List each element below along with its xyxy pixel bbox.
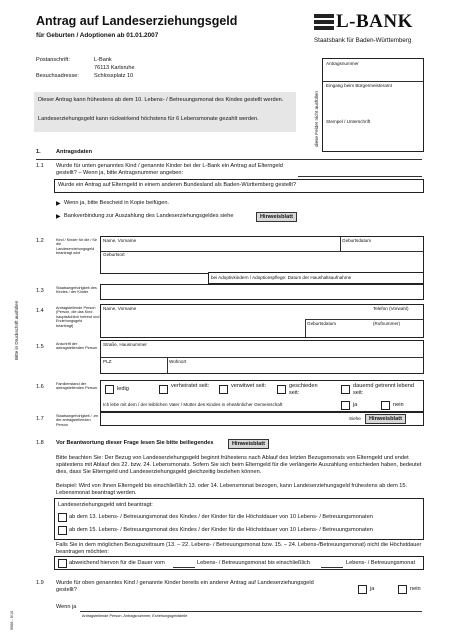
lebe-nein-label: nein bbox=[393, 402, 404, 408]
r18-num: 1.8 bbox=[36, 440, 44, 446]
strasse-label: Straße, Hausnummer bbox=[103, 342, 147, 347]
r19-caption: Antragstellende Person, Antragsnummer, Erziehungsgeldstelle bbox=[82, 614, 188, 618]
getrennt-label: dauernd getrennt lebend seit: bbox=[353, 383, 414, 396]
r14-num: 1.4 bbox=[36, 308, 44, 314]
opt3-start-field[interactable] bbox=[173, 567, 195, 568]
r14-label: Antragstellende Person (Person, die das Kind hauptsächlich betreut und Erziehungsgeld beantragt) bbox=[56, 306, 100, 328]
q11-text: Wurde für unten genanntes Kind / genannte Kinder bei der L-Bank ein Antrag auf Elterngeld gestellt? – Wenn ja, bitte Antragsnummer angeben: bbox=[56, 163, 283, 176]
lebe-label: Ich lebe mit dem / der leiblichen Vater / Mutter des Kindes in eheähnlicher Gemeinschaft bbox=[103, 402, 283, 407]
r12-num: 1.2 bbox=[36, 238, 44, 244]
r19-detail-line[interactable] bbox=[80, 611, 422, 612]
notice-line2: Landeserziehungsgeld kann rückwirkend höchstens für 6 Lebensmonate gezahlt werden. bbox=[38, 116, 259, 122]
adoptiv-label: bei Adoptivkindern / Adoptionspflege: Datum der Haushaltsaufnahme bbox=[211, 275, 352, 280]
verheiratet-checkbox[interactable] bbox=[159, 385, 168, 394]
opt1-checkbox[interactable] bbox=[58, 513, 67, 522]
staatsangehoerigkeit-kind-field[interactable] bbox=[100, 284, 424, 300]
wohnort-label: Wohnort bbox=[169, 359, 187, 364]
verwitwet-label: verwitwet seit: bbox=[231, 383, 267, 389]
section1-title: Antragsdaten bbox=[56, 149, 93, 155]
eingang-label: Eingang beim Bürgermeisteramt bbox=[326, 83, 392, 88]
bank-text: Bankverbindung zur Auszahlung des Landeserziehungsgeldes siehe bbox=[64, 213, 234, 219]
hinweisblatt-badge[interactable]: Hinweisblatt bbox=[256, 212, 297, 222]
notice-line1: Dieser Antrag kann frühestens ab dem 10. Lebens- / Betreuungsmonat des Kindes gestellt werden. bbox=[38, 97, 284, 103]
r17-num: 1.7 bbox=[36, 416, 44, 422]
r17-label: Staatsangehörigkeit / -en der antragstellenden Person bbox=[56, 414, 99, 427]
hinweisblatt-badge-2[interactable]: Hinweisblatt bbox=[365, 414, 406, 424]
opt3-label-c: Lebens- / Betreuungsmonat bbox=[346, 560, 416, 566]
logo-subtitle: Staatsbank für Baden-Württemberg bbox=[314, 37, 412, 44]
section1-num: 1. bbox=[36, 149, 41, 155]
arrow-icon: ▶ bbox=[56, 214, 61, 220]
side-instruction: Bitte in Druckschrift ausfüllen bbox=[14, 300, 19, 360]
geschieden-checkbox[interactable] bbox=[277, 385, 286, 394]
r18-paragraph1: Bitte beachten Sie: Der Bezug von Landeserziehungsgeld beginnt frühestens nach Ablauf des letzten Bezugsmonats von Elterngeld und endet spätestens mit Ablauf des 22. bzw. 24. Lebensmonats. Sofern Sie sich beim Elterngeld für die verlängerte Auszahlung entschieden haben, bedeutet dies, dass Sie Elterngeld und Landeserziehungsgeld gleichzeitig beziehen können. bbox=[56, 455, 422, 475]
beantragt-box bbox=[54, 498, 424, 540]
r19-nein-checkbox[interactable] bbox=[398, 585, 407, 594]
getrennt-checkbox[interactable] bbox=[341, 385, 350, 394]
r18-paragraph2: Beispiel: Wird von Ihnen Elterngeld bis einschließlich 13. oder 14. Lebensmonat bezogen, kann Landeserziehungsgeld frühestens ab dem 15. Lebensmonat beantragt werden. bbox=[56, 483, 408, 496]
antragsnummer-label: Antragsnummer bbox=[326, 61, 359, 66]
opt3-checkbox[interactable] bbox=[58, 559, 67, 568]
lebe-nein-checkbox[interactable] bbox=[381, 401, 390, 410]
r16-label: Familienstand der antragstellenden Person bbox=[56, 382, 98, 391]
opt1-label: ab dem 13. Lebens- / Betreuungsmonat des Kindes / der Kinder für die Höchstdauer von 10 Lebens- / Betreuungsmonaten bbox=[69, 514, 373, 520]
opt2-label: ab dem 15. Lebens- / Betreuungsmonat des Kindes / der Kinder für die Höchstdauer von 10 Lebens- / Betreuungsmonaten bbox=[69, 527, 373, 533]
visit-line1: Schlossplatz 10 bbox=[94, 73, 134, 79]
abweichend-box bbox=[54, 556, 424, 570]
beantragt-label: Landeserziehungsgeld wird beantragt: bbox=[58, 502, 153, 508]
r19-wenn-ja: Wenn ja bbox=[56, 604, 77, 610]
stempel-label: Stempel / Unterschrift bbox=[326, 119, 371, 124]
r18-paragraph3: Falls Sie in dem möglichen Bezugszeitraum (13. – 22. Lebens- / Betreuungsmonat bzw. 15. – 24. Lebens-/Betreuungsmonat) nicht die Höchstdauer beantragen möchten: bbox=[56, 542, 422, 555]
address-box[interactable] bbox=[100, 340, 424, 374]
applicant-box[interactable] bbox=[100, 304, 424, 338]
ledig-label: ledig bbox=[117, 386, 129, 392]
r15-num: 1.5 bbox=[36, 344, 44, 350]
geburtsdatum-label: Geburtsdatum bbox=[342, 238, 372, 243]
q11b-box bbox=[54, 179, 424, 193]
r15-label: Anschrift der antragstellenden Person bbox=[56, 342, 98, 351]
name-vorname2-label: Name, Vorname bbox=[103, 306, 137, 311]
q11b-text: Wurde ein Antrag auf Elterngeld in einem anderen Bundesland als Baden-Württemberg gestellt? bbox=[58, 182, 297, 188]
geschieden-label: geschieden seit: bbox=[289, 383, 318, 396]
opt3-label-b: Lebens- / Betreuungsmonat bis einschließlich bbox=[197, 560, 310, 566]
r19-nein-label: nein bbox=[410, 586, 421, 592]
lebe-ja-label: ja bbox=[353, 402, 358, 408]
child-box[interactable] bbox=[100, 236, 424, 274]
visit-label: Besuchsadresse: bbox=[36, 73, 79, 79]
page-subtitle: für Geburten / Adoptionen ab 01.01.2007 bbox=[36, 32, 159, 39]
r19-ja-label: ja bbox=[370, 586, 375, 592]
telefon-label: Telefon (Vorwahl) bbox=[373, 306, 409, 311]
r12-label: Kind / Kinder für die / für die Landeserziehungsgeld beantragt wird bbox=[56, 238, 97, 256]
post-line2: 76113 Karlsruhe bbox=[94, 65, 135, 71]
form-code: 9566 - 5/10 bbox=[10, 610, 14, 630]
page-title: Antrag auf Landeserziehungsgeld bbox=[36, 14, 238, 28]
lebe-ja-checkbox[interactable] bbox=[341, 401, 350, 410]
post-line1: L-Bank bbox=[94, 57, 112, 63]
office-box bbox=[322, 58, 424, 152]
opt3-end-field[interactable] bbox=[321, 567, 343, 568]
lbank-logo bbox=[312, 11, 424, 51]
geburtsdatum2-label: Geburtsdatum bbox=[307, 321, 337, 326]
arrow-icon: ▶ bbox=[56, 201, 61, 207]
antragsnummer-line[interactable] bbox=[298, 176, 422, 177]
logo-text: L-BANK bbox=[336, 11, 413, 32]
r19-text: Wurde für oben genanntes Kind / genannte Kinder bereits ein anderer Antrag auf Landeserziehungsgeld gestellt? bbox=[56, 580, 314, 593]
r19-num: 1.9 bbox=[36, 580, 44, 586]
r13-label: Staatsangehörigkeit des Kindes / der Kinder bbox=[56, 286, 97, 295]
adoptiv-box[interactable] bbox=[208, 272, 424, 284]
r19-ja-checkbox[interactable] bbox=[358, 585, 367, 594]
verheiratet-label: verheiratet seit: bbox=[171, 383, 210, 389]
r13-num: 1.3 bbox=[36, 288, 44, 294]
q11-num: 1.1 bbox=[36, 163, 44, 169]
opt2-checkbox[interactable] bbox=[58, 526, 67, 535]
r16-num: 1.6 bbox=[36, 384, 44, 390]
familienstand-box bbox=[100, 380, 424, 412]
opt3-label-a: abweichend hiervon für die Dauer vom bbox=[69, 560, 165, 566]
rufnummer-label: (Rufnummer) bbox=[373, 321, 401, 326]
name-vorname-label: Name, Vorname bbox=[103, 238, 137, 243]
staatsangehoerigkeit-person-field[interactable] bbox=[100, 412, 424, 426]
lbank-logo-mark-icon bbox=[314, 14, 334, 34]
geburtsort-label: Geburtsort bbox=[103, 252, 125, 257]
plz-label: PLZ bbox=[103, 359, 112, 364]
post-label: Postanschrift: bbox=[36, 57, 70, 63]
hinweisblatt-badge-3[interactable]: Hinweisblatt bbox=[228, 439, 269, 449]
notice-box bbox=[34, 92, 296, 132]
office-vertical-label: diese Felder nicht ausfüllen bbox=[314, 91, 319, 147]
r18-heading: Vor Beantwortung dieser Frage lesen Sie bitte beiliegendes bbox=[56, 440, 214, 446]
ledig-checkbox[interactable] bbox=[105, 385, 114, 394]
wenn-ja-text: Wenn ja, bitte Bescheid in Kopie beifügen. bbox=[64, 200, 170, 206]
siehe-label: Siehe bbox=[349, 416, 361, 421]
verwitwet-checkbox[interactable] bbox=[219, 385, 228, 394]
